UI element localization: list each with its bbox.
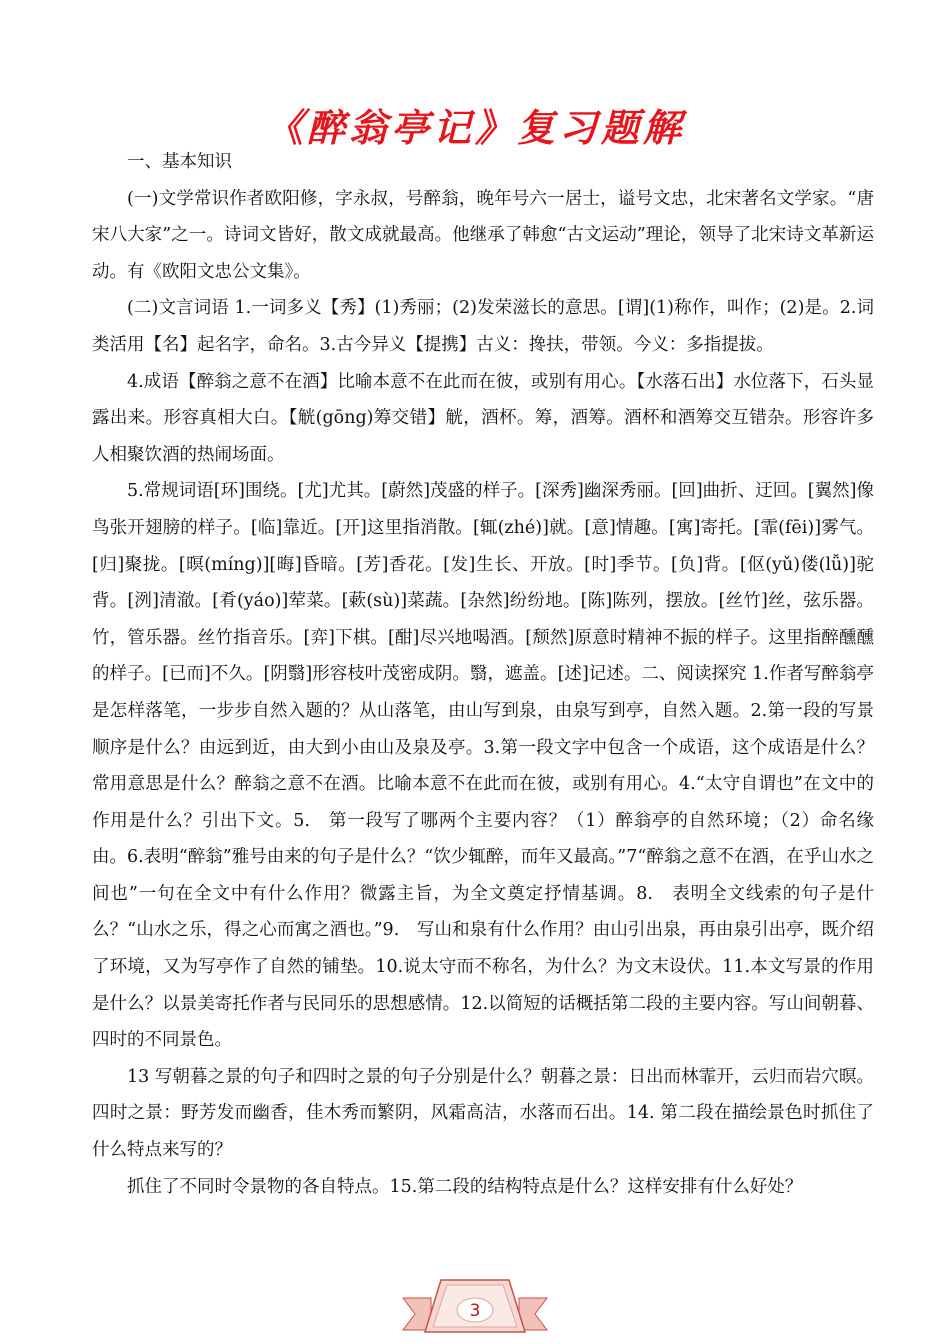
- paragraph: 抓住了不同时令景物的各自特点。15.第二段的结构特点是什么？这样安排有什么好处？: [127, 1176, 803, 1197]
- document-body: [92, 144, 874, 1205]
- paragraph: (二)文言词语 1.一词多义【秀】(1)秀丽；(2)发荣滋长的意思。[谓](1)称作，叫作；(2)是。2.词类活用【名】起名字，命名。3.古今异义【提携】古义：搀扶，带领。今义：多指提拔。: [92, 298, 874, 355]
- document-title: 《醉翁亭记》复习题解: [264, 105, 685, 150]
- paragraph: 4.成语【醉翁之意不在酒】比喻本意不在此而在彼，或别有用心。【水落石出】水位落下，石头显露出来。形容真相大白。【觥(gōng)筹交错】觥，酒杯。筹，酒筹。酒杯和酒筹交互错杂。形容许多人相聚饮酒的热闹场面。: [92, 371, 874, 465]
- paragraph: 5.常规词语[环]围绕。[尤]尤其。[蔚然]茂盛的样子。[深秀]幽深秀丽。[回]曲折、迂回。[翼然]像鸟张开翅膀的样子。[临]靠近。[开]这里指消散。[辄(zhé)]就。[意]情趣。[寓]寄托。[霏(fēi)]雾气。[归]聚拢。[暝(míng)][晦]昏暗。[芳]香花。[发]生长、开放。[时]季节。[负]背。[伛(yǔ)偻(lǚ)]驼背。[洌]清澈。[肴(yáo)]荤菜。[蔌(sù)]菜蔬。[杂然]纷纷地。[陈]陈列，摆放。[丝竹]丝，弦乐器。竹，管乐器。丝竹指音乐。[弈]下棋。[酣]尽兴地喝酒。[颓然]原意时精神不振的样子。这里指醉醺醺的样子。[已而]不久。[阴翳]形容枝叶茂密成阴。翳，遮盖。[述]记述。二、阅读探究 1.作者写醉翁亭是怎样落笔，一步步自然入题的？从山落笔，由山写到泉，由泉写到亭，自然入题。2.第一段的写景顺序是什么？由远到近，由大到小由山及泉及亭。3.第一段文字中包含一个成语，这个成语是什么？常用意思是什么？醉翁之意不在酒。比喻本意不在此而在彼，或别有用心。4.“太守自谓也”在文中的作用是什么？引出下文。5. 第一段写了哪两个主要内容？（1）醉翁亭的自然环境；（2）命名缘由。6.表明“醉翁”雅号由来的句子是什么？“饮少辄醉，而年又最高。”7“醉翁之意不在酒，在乎山水之间也”一句在全文中有什么作用？微露主旨，为全文奠定抒情基调。8. 表明全文线索的句子是什么？“山水之乐，得之心而寓之酒也。”9. 写山和泉有什么作用？由山引出泉，再由泉引出亭，既介绍了环境，又为写亭作了自然的铺垫。10.说太守而不称名，为什么？为文末设伏。11.本文写景的作用是什么？以景美寄托作者与民同乐的思想感情。12.以简短的话概括第二段的主要内容。写山间朝暮、四时的不同景色。: [92, 481, 874, 1051]
- page-number: 3: [469, 1301, 481, 1321]
- paragraph: (一)文学常识作者欧阳修，字永叔，号醉翁，晚年号六一居士，谥号文忠，北宋著名文学家。“唐宋八大家”之一。诗词文皆好，散文成就最高。他继承了韩愈“古文运动”理论，领导了北宋诗文革新运动。有《欧阳文忠公文集》。: [92, 188, 874, 282]
- paragraph: 13 写朝暮之景的句子和四时之景的句子分别是什么？朝暮之景：日出而林霏开，云归而岩穴暝。四时之景：野芳发而幽香，佳木秀而繁阴，风霜高洁，水落而石出。14. 第二段在描绘景色时抓住了什么特点来写的？: [92, 1066, 874, 1161]
- page-number-badge: [401, 1276, 549, 1336]
- section-heading: 一、基本知识: [127, 152, 232, 172]
